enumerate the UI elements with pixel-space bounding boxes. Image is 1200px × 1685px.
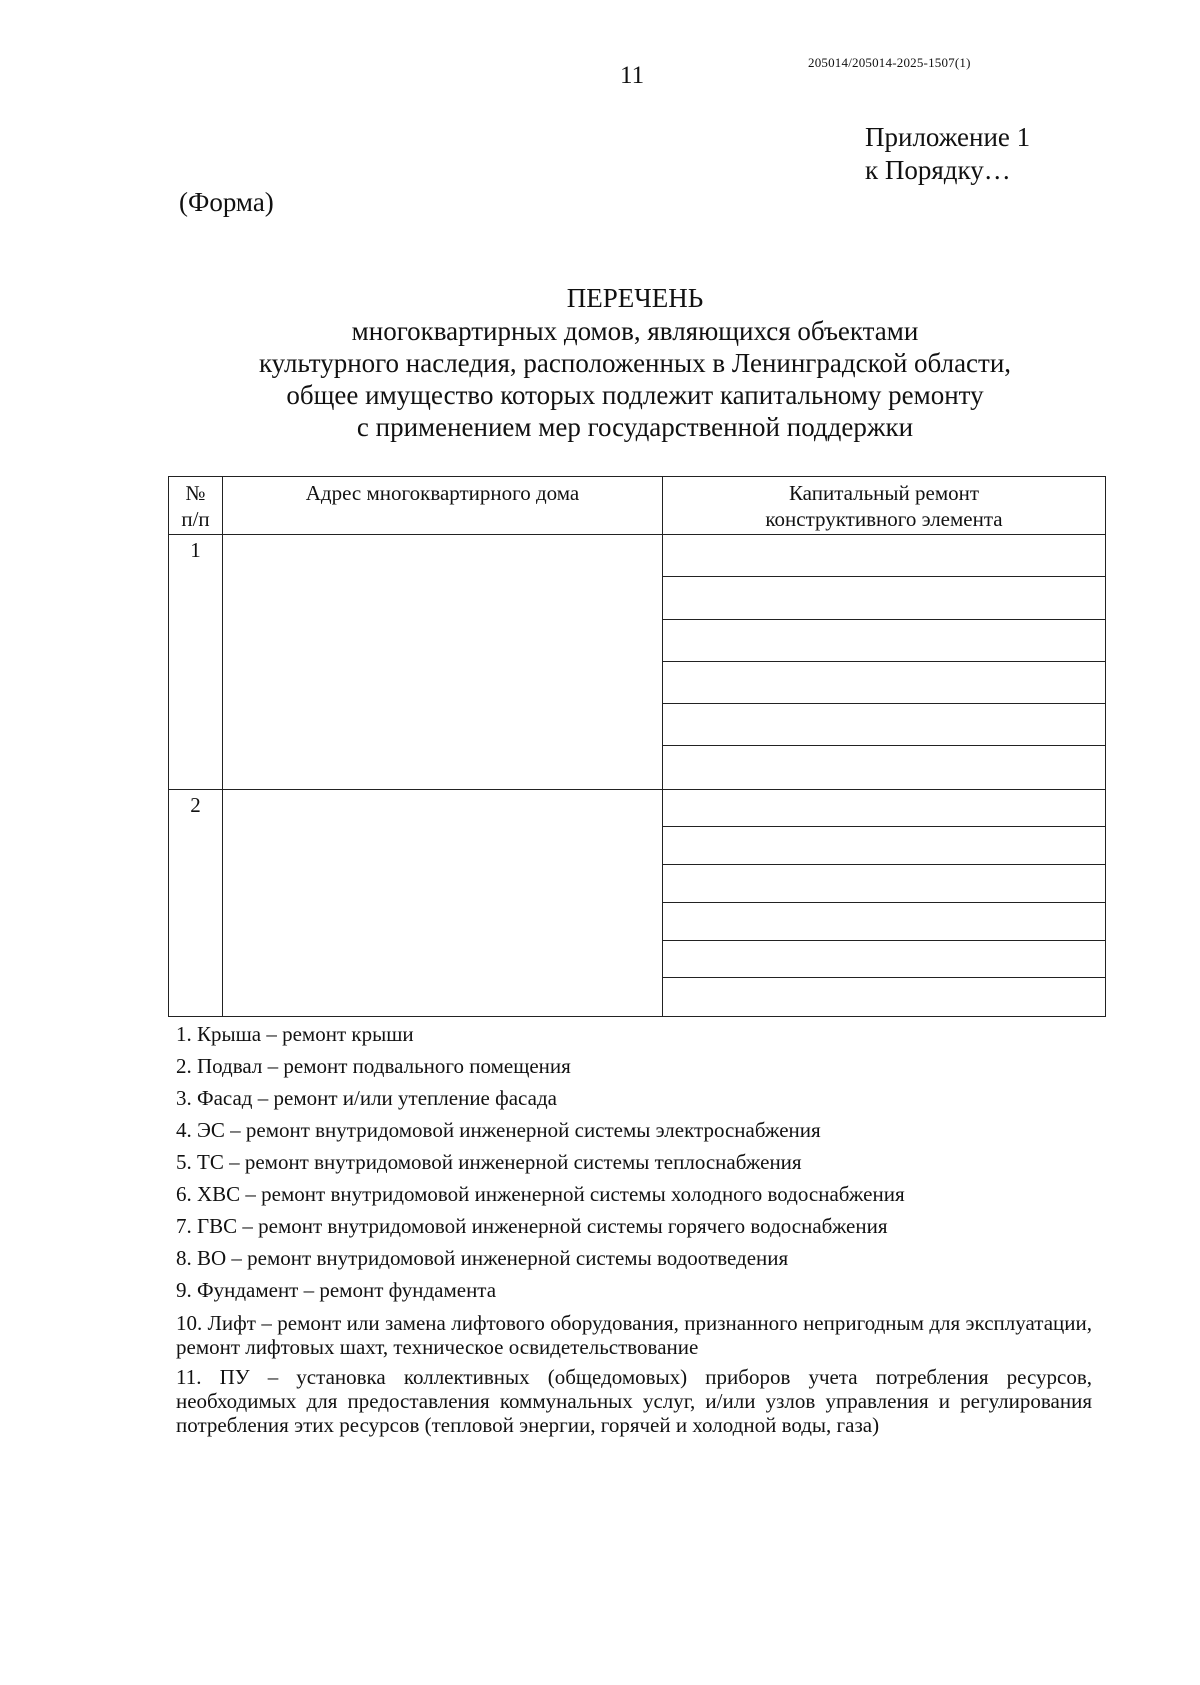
repair-slot[interactable] — [663, 941, 1105, 979]
address-cell[interactable] — [223, 535, 663, 790]
legend-item: 4. ЭС – ремонт внутридомовой инженерной системы электроснабжения — [176, 1118, 821, 1142]
header-repair — [663, 477, 1106, 535]
title-line-3: общее имущество которых подлежит капитальному ремонту — [286, 380, 984, 410]
title-line-2: культурного наследия, расположенных в Ленинградской области, — [258, 348, 1012, 378]
repair-cell — [663, 535, 1106, 790]
title-main: ПЕРЕЧЕНЬ — [566, 283, 704, 313]
header-number — [169, 477, 223, 535]
appendix-line-1: Приложение 1 — [865, 122, 1031, 152]
repair-slot[interactable] — [663, 978, 1105, 1016]
legend-item: 11. ПУ – установка коллективных (общедомовых) приборов учета потребления ресурсов, необходимых для предоставления коммунальных услуг, и/или узлов управления и регулирования потребления этих ресурсов (тепловой энергии, горячей и холодной воды, газа) — [176, 1365, 1092, 1437]
document-title — [140, 282, 1130, 443]
repair-types-legend — [176, 1018, 1092, 1437]
appendix-line-2: к Порядку… — [865, 155, 1011, 185]
repair-slot[interactable] — [663, 903, 1105, 941]
repair-slot[interactable] — [663, 704, 1105, 746]
title-line-1: многоквартирных домов, являющихся объектами — [351, 316, 919, 346]
legend-item: 9. Фундамент – ремонт фундамента — [176, 1278, 497, 1302]
row-number: 1 — [169, 535, 223, 790]
header-number-line-1: № — [185, 481, 206, 505]
repair-slot[interactable] — [663, 577, 1105, 619]
table-row — [169, 789, 1106, 1016]
document-code: 205014/205014-2025-1507(1) — [808, 55, 971, 70]
form-label: (Форма) — [179, 187, 274, 217]
header-number-line-2: п/п — [181, 507, 210, 531]
title-line-4: с применением мер государственной поддержки — [356, 412, 914, 442]
repair-slot[interactable] — [663, 790, 1105, 828]
header-address — [223, 477, 663, 535]
repair-slot[interactable] — [663, 662, 1105, 704]
legend-item: 10. Лифт – ремонт или замена лифтового оборудования, признанного непригодным для эксплуатации, ремонт лифтовых шахт, техническое освидетельствование — [176, 1311, 1092, 1359]
legend-item: 7. ГВС – ремонт внутридомовой инженерной системы горячего водоснабжения — [176, 1214, 888, 1238]
legend-item: 5. ТС – ремонт внутридомовой инженерной системы теплоснабжения — [176, 1150, 802, 1174]
header-repair-line-1: Капитальный ремонт — [788, 481, 980, 505]
row-number: 2 — [169, 789, 223, 1016]
houses-register-table — [168, 476, 1106, 1017]
repair-slot[interactable] — [663, 865, 1105, 903]
table-row — [169, 535, 1106, 790]
legend-item: 6. ХВС – ремонт внутридомовой инженерной системы холодного водоснабжения — [176, 1182, 905, 1206]
legend-item: 1. Крыша – ремонт крыши — [176, 1022, 414, 1046]
legend-item: 3. Фасад – ремонт и/или утепление фасада — [176, 1086, 557, 1110]
legend-item: 8. ВО – ремонт внутридомовой инженерной системы водоотведения — [176, 1246, 789, 1270]
table-header-row — [169, 477, 1106, 535]
repair-slot[interactable] — [663, 746, 1105, 788]
address-cell[interactable] — [223, 789, 663, 1016]
repair-cell — [663, 789, 1106, 1016]
header-address-text: Адрес многоквартирного дома — [305, 481, 580, 505]
repair-slot[interactable] — [663, 827, 1105, 865]
repair-slot[interactable] — [663, 620, 1105, 662]
header-repair-line-2: конструктивного элемента — [765, 507, 1003, 531]
page-number: 11 — [620, 62, 645, 89]
repair-slot[interactable] — [663, 535, 1105, 577]
legend-item: 2. Подвал – ремонт подвального помещения — [176, 1054, 571, 1078]
appendix-reference — [865, 121, 1030, 187]
